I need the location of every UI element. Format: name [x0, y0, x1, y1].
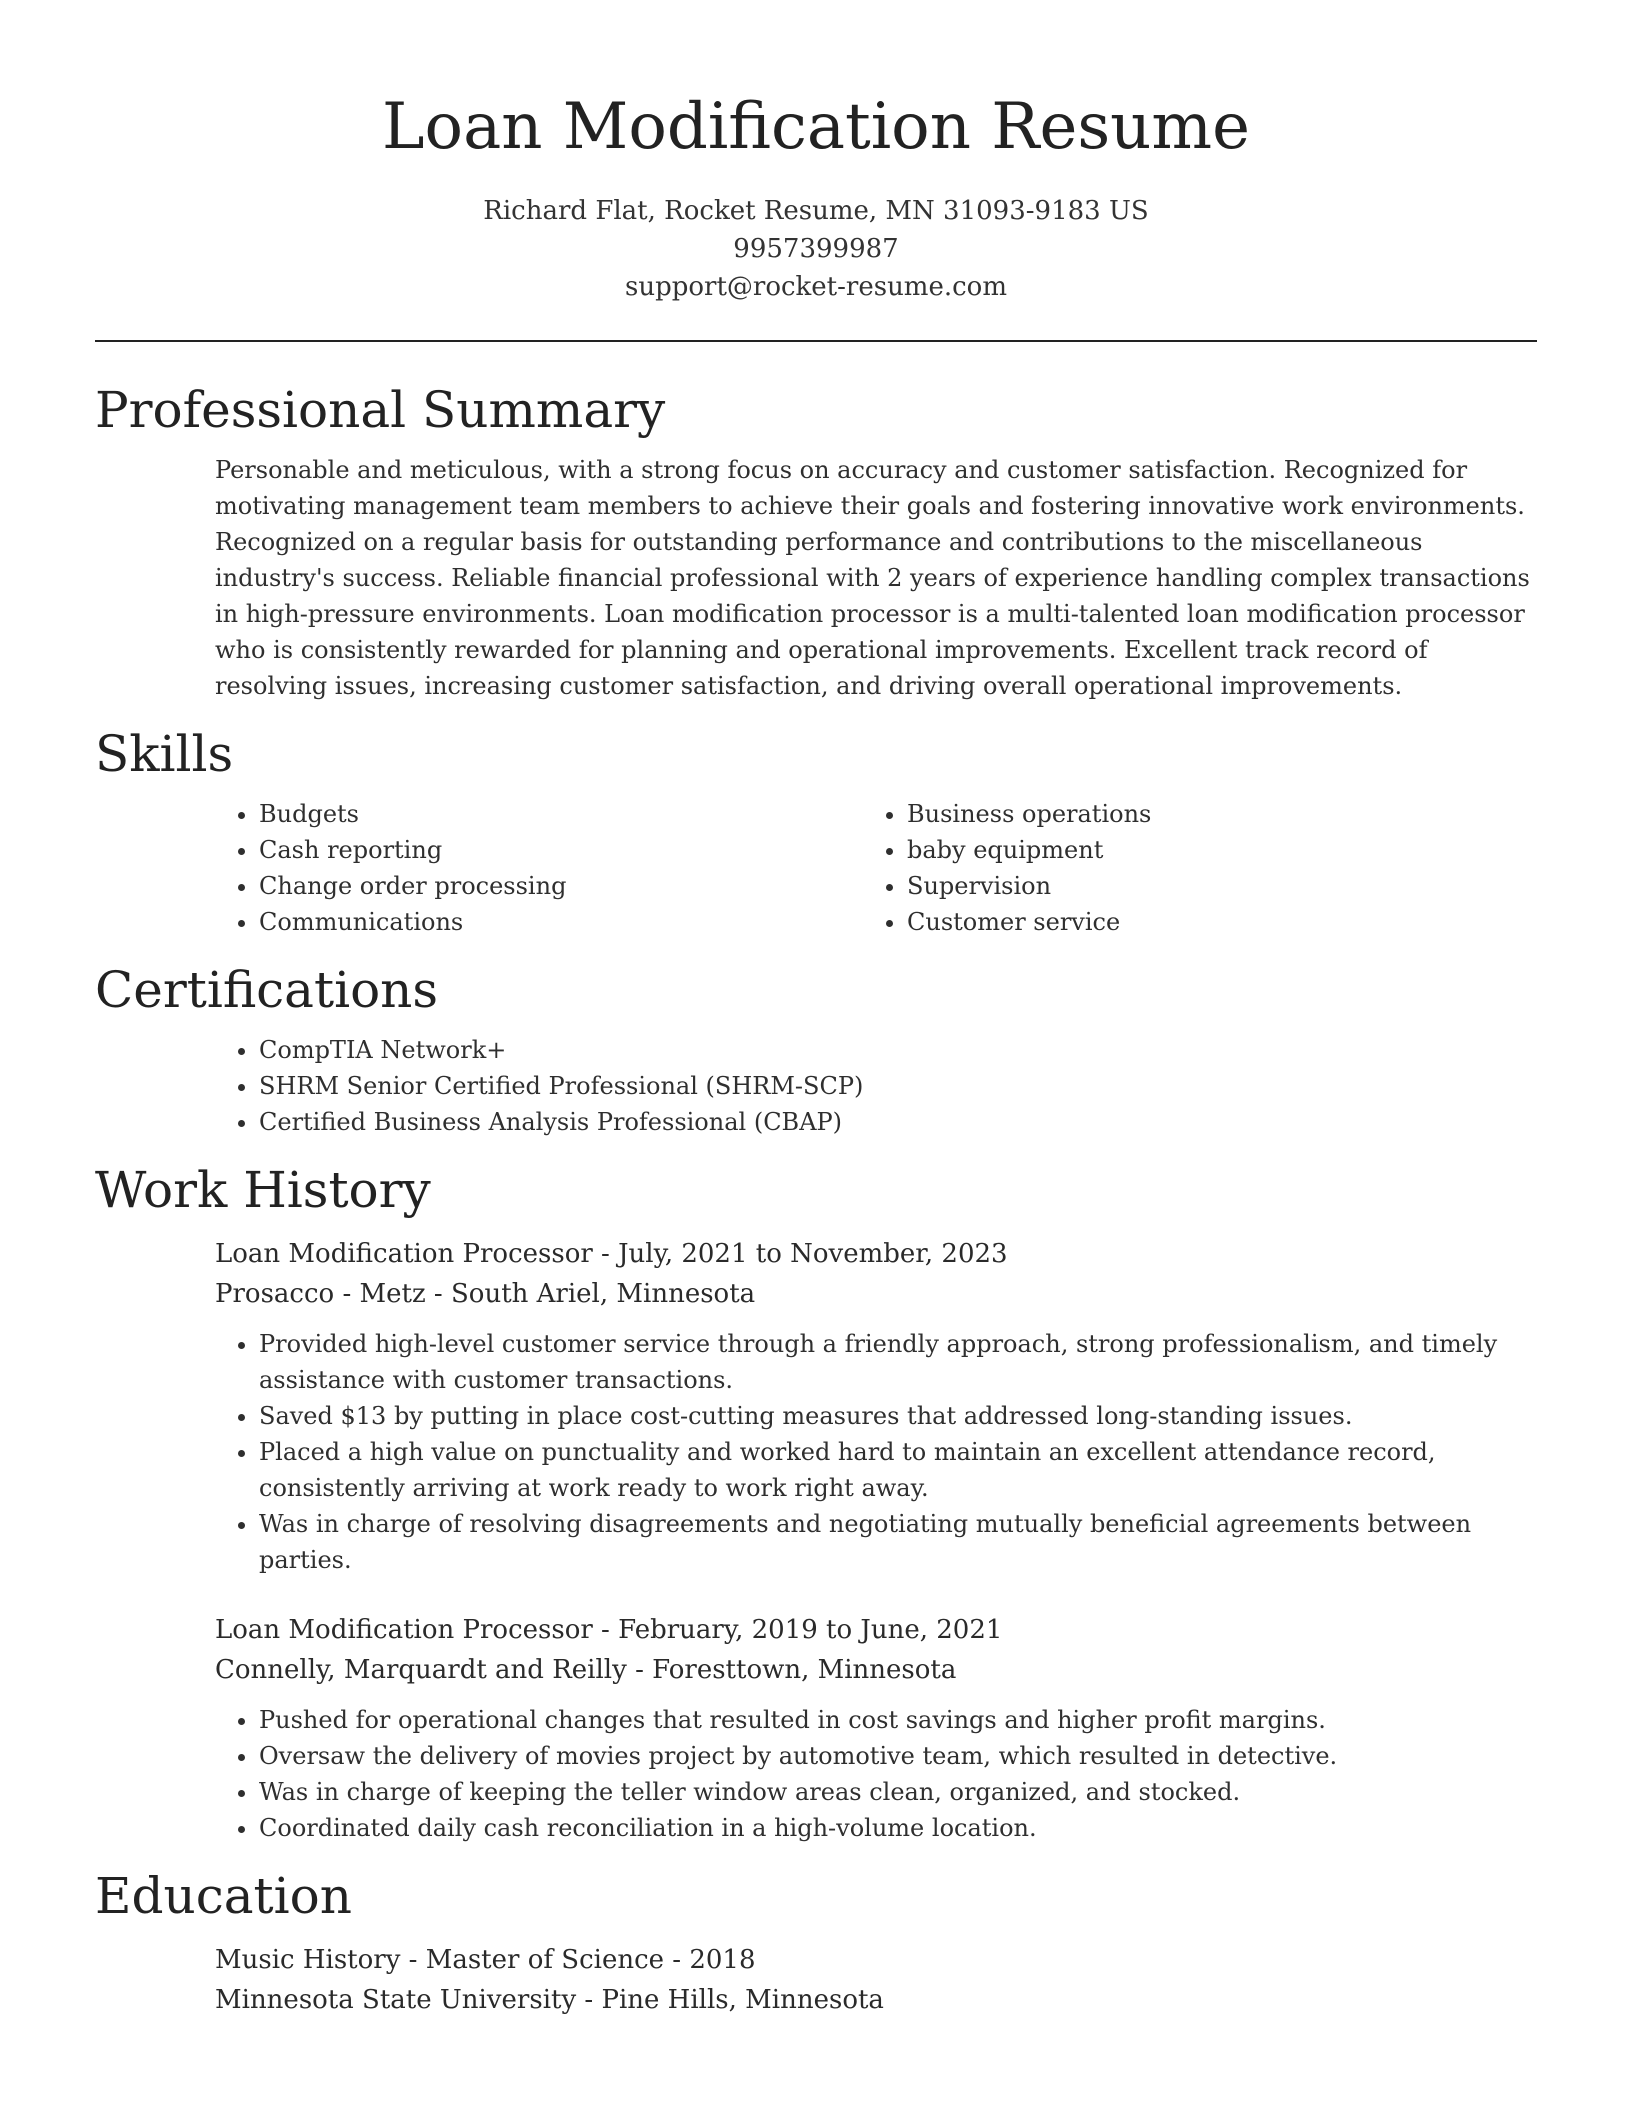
skills-column-left [215, 796, 863, 940]
job-bullet: • Oversaw the delivery of movies project by automotive team, which resulted in detective. [259, 1738, 1537, 1774]
school-line: Minnesota State University - Pine Hills, Minnesota [215, 1985, 884, 2015]
job-bullet: • Saved $13 by putting in place cost-cutting measures that addressed long-standing issues. [259, 1398, 1537, 1434]
job-bullets [215, 1702, 1537, 1846]
email: support@rocket-resume.com [624, 272, 1007, 302]
skill-item: • Business operations [907, 796, 1511, 832]
skill-item: • baby equipment [907, 832, 1511, 868]
summary-section [95, 378, 1537, 704]
phone: 9957399987 [733, 234, 899, 264]
skills-section [95, 722, 1537, 940]
job-bullet: • Was in charge of resolving disagreements and negotiating mutually beneficial agreements between parties. [259, 1506, 1537, 1578]
certifications-list [215, 1032, 1537, 1140]
job-bullet: • Coordinated daily cash reconciliation in a high-volume location. [259, 1810, 1537, 1846]
resume-header [95, 0, 1537, 306]
job-entry [215, 1610, 1537, 1846]
address: Richard Flat, Rocket Resume, MN 31093-9183 US [483, 196, 1149, 226]
certification-item: • Certified Business Analysis Professional (CBAP) [259, 1104, 1537, 1140]
summary-heading: Professional Summary [95, 381, 666, 439]
job-bullet: • Was in charge of keeping the teller window areas clean, organized, and stocked. [259, 1774, 1537, 1810]
job-bullet: • Placed a high value on punctuality and worked hard to maintain an excellent attendance record, consistently arriving at work ready to work right away. [259, 1434, 1537, 1506]
skill-item: • Customer service [907, 904, 1511, 940]
job-bullet: • Provided high-level customer service through a friendly approach, strong professionalism, and timely assistance with customer transactions. [259, 1326, 1537, 1398]
job-company-location: Prosacco - Metz - South Ariel, Minnesota [215, 1279, 756, 1309]
job-bullets [215, 1326, 1537, 1578]
skill-item: • Cash reporting [259, 832, 863, 868]
work-history-heading: Work History [95, 1161, 431, 1219]
contact-info [95, 192, 1537, 306]
skill-item: • Communications [259, 904, 863, 940]
education-heading: Education [95, 1867, 352, 1925]
skill-item: • Change order processing [259, 868, 863, 904]
certifications-section [95, 958, 1537, 1140]
job-role-dates: Loan Modification Processor - July, 2021 to November, 2023 [215, 1239, 1008, 1269]
job-company-location: Connelly, Marquardt and Reilly - Foresttown, Minnesota [215, 1655, 957, 1685]
skills-heading: Skills [95, 725, 234, 783]
skill-item: • Supervision [907, 868, 1511, 904]
job-role-dates: Loan Modification Processor - February, 2019 to June, 2021 [215, 1615, 1003, 1645]
job-entry [215, 1234, 1537, 1578]
certifications-heading: Certifications [95, 961, 439, 1019]
skills-list [215, 796, 1537, 940]
summary-text: Personable and meticulous, with a strong focus on accuracy and customer satisfaction. Recognized for motivating management team members to achieve their goals and fostering innovative work environments. Recognized on a regular basis for outstanding performance and contributions to the miscellaneous industry's success. Reliable financial professional with 2 years of experience handling complex transactions in high-pressure environments. Loan modification processor is a multi-talented loan modification processor who is consistently rewarded for planning and operational improvements. Excellent track record of resolving issues, increasing customer satisfaction, and driving overall operational improvements. [215, 456, 1530, 700]
degree-line: Music History - Master of Science - 2018 [215, 1945, 756, 1975]
work-history-section [95, 1158, 1537, 1846]
certification-item: • SHRM Senior Certified Professional (SHRM-SCP) [259, 1068, 1537, 1104]
certification-item: • CompTIA Network+ [259, 1032, 1537, 1068]
header-divider [95, 340, 1537, 342]
education-section [95, 1864, 1537, 2020]
skills-column-right [863, 796, 1511, 940]
skill-item: • Budgets [259, 796, 863, 832]
resume-title: Loan Modification Resume [382, 90, 1250, 164]
education-entry [215, 1940, 1537, 2020]
job-bullet: • Pushed for operational changes that resulted in cost savings and higher profit margins. [259, 1702, 1537, 1738]
